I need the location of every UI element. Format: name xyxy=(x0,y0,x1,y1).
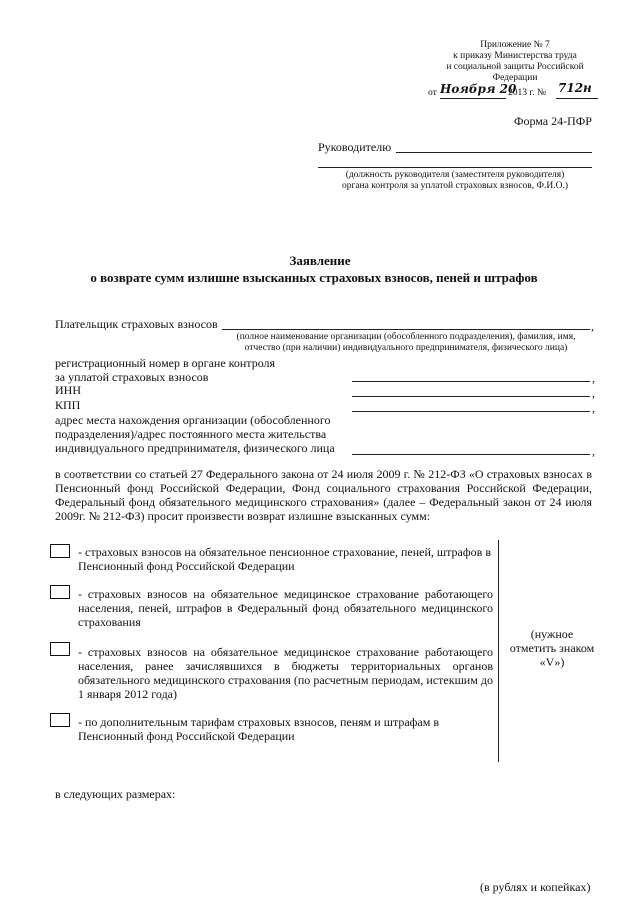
addressee-label: Руководителю xyxy=(318,140,392,154)
option-line: - страховых взносов на обязательное медицинское страхование работающего xyxy=(78,587,493,601)
kpp-field[interactable] xyxy=(352,411,590,412)
option-additional-tariffs-text xyxy=(78,715,493,743)
payer-hint-line: отчество (при наличии) индивидуального предпринимателя, физического лица) xyxy=(244,343,568,353)
option-line: населения, пеней, штрафов в Федеральный фонд обязательного медицинского xyxy=(78,601,493,615)
address-label-line: индивидуального предпринимателя, физического лица xyxy=(55,441,335,455)
option-line: 1 января 2012 года) xyxy=(78,687,177,701)
mark-note xyxy=(503,627,601,669)
addressee-field[interactable] xyxy=(396,152,592,153)
form-code: Форма 24-ПФР xyxy=(514,114,592,128)
appendix-line: Приложение № 7 xyxy=(480,40,550,50)
paragraph-line: Федеральный фонд обязательного медицинского страхования» (далее – Федеральный закон от 24 июля xyxy=(55,495,592,509)
appendix-line: и социальной защиты Российской xyxy=(446,62,584,72)
option-line: Пенсионный фонд Российской Федерации xyxy=(78,559,295,573)
note-line: «V») xyxy=(539,655,565,669)
reg-label-line: регистрационный номер в органе контроля xyxy=(55,356,276,370)
date-underline xyxy=(440,98,506,99)
addressee-hint-line: органа контроля за уплатой страховых взносов, Ф.И.О.) xyxy=(341,181,569,191)
appendix-block xyxy=(430,40,600,84)
payer-hint xyxy=(222,332,590,354)
reg-number-field[interactable] xyxy=(352,381,590,382)
comma: , xyxy=(591,319,594,333)
appendix-date-row xyxy=(428,81,603,102)
address-label-line: подразделения)/адрес постоянного места жительства xyxy=(55,427,327,441)
option-territorial-text xyxy=(78,645,493,701)
payer-hint-line: (полное наименование организации (обособленного подразделения), фамилия, имя, xyxy=(236,332,576,342)
addressee-hint xyxy=(318,170,592,192)
number-handwritten: 712н xyxy=(558,81,592,95)
currency-note: (в рублях и копейках) xyxy=(480,880,591,894)
appendix-line: к приказу Министерства труда xyxy=(453,51,577,61)
title-line: Заявление xyxy=(289,253,351,268)
option-line: - по дополнительным тарифам страховых взносов, пеням и штрафам в xyxy=(78,715,440,729)
page-title xyxy=(0,252,640,286)
payer-label: Плательщик страховых взносов xyxy=(55,317,218,331)
date-prefix: от xyxy=(428,88,437,98)
payer-field[interactable] xyxy=(222,329,590,330)
reg-label-line: за уплатой страховых взносов xyxy=(55,370,209,384)
option-line: - страховых взносов на обязательное пенсионное страхование, пеней, штрафов в xyxy=(78,545,491,559)
number-underline xyxy=(556,98,598,99)
address-label xyxy=(55,413,335,455)
option-line: населения, ранее зачислявшихся в бюджеты территориальных органов xyxy=(78,659,493,673)
appendix-line: Федерации xyxy=(492,73,538,83)
law-paragraph xyxy=(55,467,592,523)
comma: , xyxy=(592,386,595,400)
comma: , xyxy=(592,371,595,385)
addressee-hint-line: (должность руководителя (заместителя руководителя) xyxy=(345,170,565,180)
address-field[interactable] xyxy=(352,454,590,455)
option-territorial-checkbox[interactable] xyxy=(50,642,70,656)
paragraph-line: Пенсионный фонд Российской Федерации, Фонд социального страхования Российской Федерации, xyxy=(55,481,592,495)
reg-number-label xyxy=(55,356,275,384)
option-pension-text xyxy=(78,545,493,573)
option-line: Пенсионный фонд Российской Федерации xyxy=(78,729,295,743)
comma: , xyxy=(592,401,595,415)
option-pension-checkbox[interactable] xyxy=(50,544,70,558)
paragraph-line: в соответствии со статьей 27 Федерального закона от 24 июля 2009 г. № 212-ФЗ «О страховых взносах в xyxy=(55,467,592,481)
addressee-field-line2[interactable] xyxy=(318,167,592,168)
option-additional-tariffs-checkbox[interactable] xyxy=(50,713,70,727)
inn-label: ИНН xyxy=(55,383,81,397)
paragraph-line: 2009г. № 212-ФЗ) просит произвести возврат излишне взысканных сумм: xyxy=(55,509,431,523)
date-handwritten: Ноября 20 xyxy=(440,82,517,96)
options-divider xyxy=(498,540,499,762)
year-text: 2013 г. № xyxy=(508,88,547,98)
note-line: отметить знаком xyxy=(509,641,595,655)
option-line: обязательного медицинского страхования (по расчетным периодам, истекшим до xyxy=(78,673,493,687)
address-label-line: адрес места нахождения организации (обособленного xyxy=(55,413,331,427)
option-line: - страховых взносов на обязательное медицинское страхование работающего xyxy=(78,645,493,659)
option-medical-text xyxy=(78,587,493,629)
title-line: о возврате сумм излишне взысканных страховых взносов, пеней и штрафов xyxy=(90,270,538,285)
option-medical-checkbox[interactable] xyxy=(50,585,70,599)
inn-field[interactable] xyxy=(352,396,590,397)
comma: , xyxy=(592,444,595,458)
kpp-label: КПП xyxy=(55,398,81,412)
amounts-label: в следующих размерах: xyxy=(55,787,176,801)
option-line: страхования xyxy=(78,615,141,629)
note-line: (нужное xyxy=(530,627,574,641)
